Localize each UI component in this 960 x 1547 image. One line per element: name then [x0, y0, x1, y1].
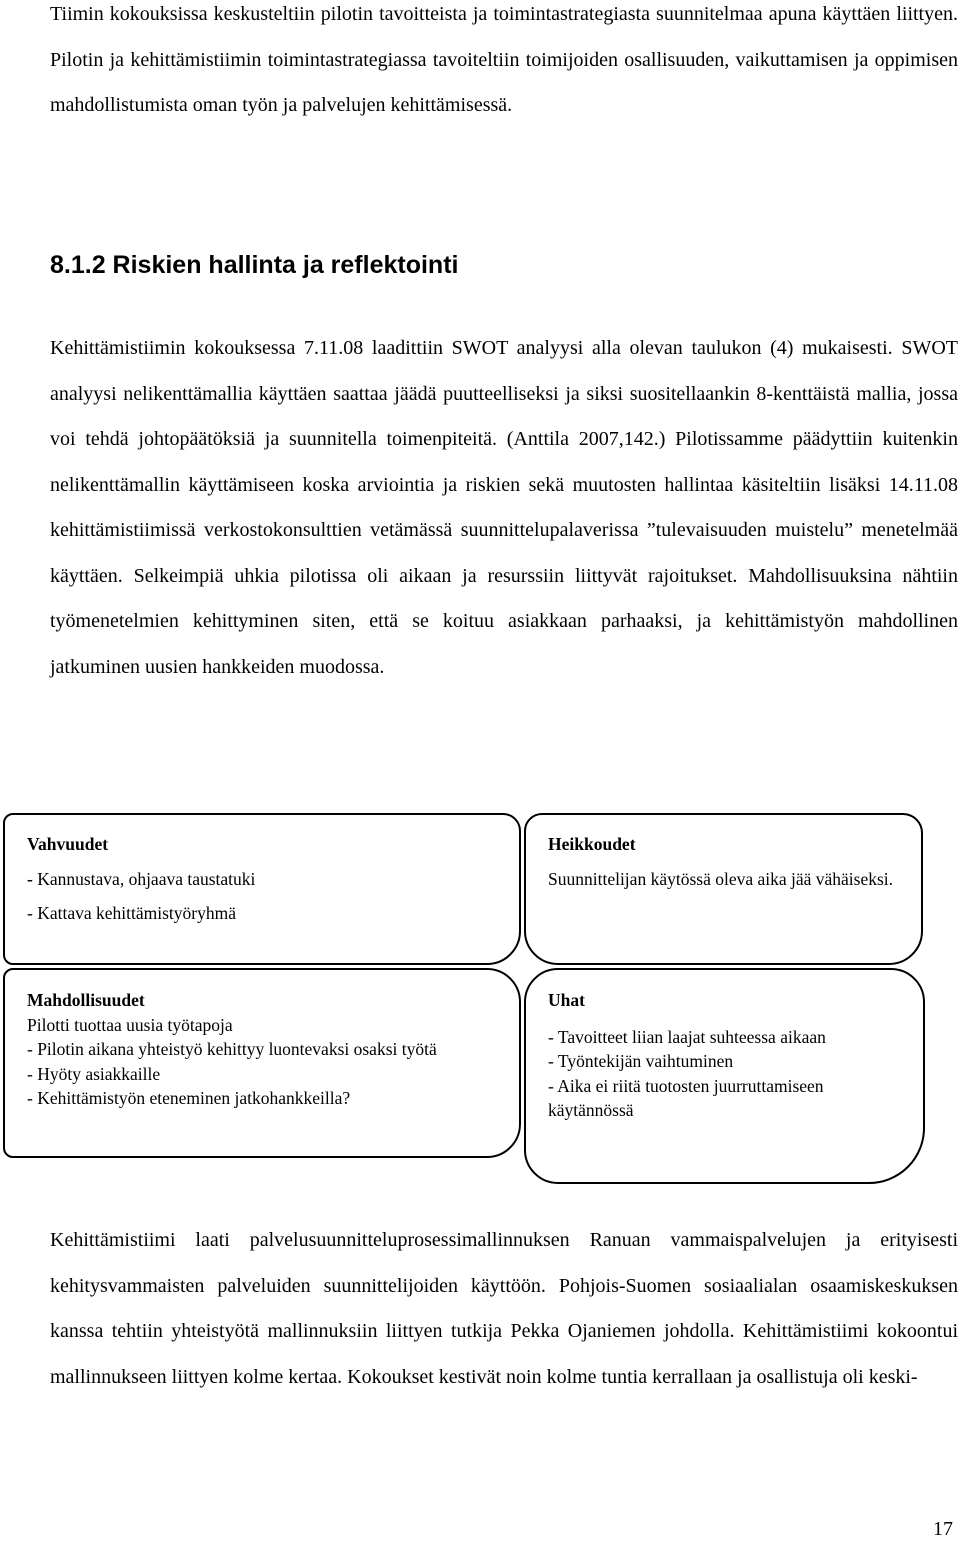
threats-title: Uhat — [548, 990, 585, 1010]
intro-paragraph: Tiimin kokouksissa keskusteltiin pilotin tavoitteista ja toimintastrategiasta suunnitelmaa apuna käyttäen liittyen. Pilotin ja kehittämistiimin toimintastrategiassa tavoiteltiin toimijoiden osallisuuden, vaikuttamisen ja oppimisen mahdollistumista oman työn ja palvelujen kehittämisessä. — [50, 3, 958, 116]
opportunities-item: - Kehittämistyön eteneminen jatkohankkeilla? — [27, 1088, 351, 1108]
threats-item: - Työntekijän vaihtuminen — [548, 1051, 734, 1071]
weaknesses-title: Heikkoudet — [548, 834, 636, 854]
strengths-title: Vahvuudet — [27, 834, 109, 854]
opportunities-title: Mahdollisuudet — [27, 990, 145, 1010]
opportunities-item: - Hyöty asiakkaille — [27, 1063, 161, 1084]
modelling-paragraph: Kehittämistiimi laati palvelusuunnitteluprosessimallinnuksen Ranuan vammaispalvelujen ja erityisesti kehitysvammaisten palveluiden suunnittelijoiden käyttöön. Pohjois-Suomen sosiaalialan osaamiskeskuksen kanssa tehtiin yhteistyötä mallinnuksiin liittyen tutkija Pekka Ojaniemen johdolla. Kehittämistiimi kokoontui mallinnukseen liittyen kolme kertaa. Kokoukset kestivät noin kolme tuntia kerrallaan ja osallistuja oli keski- — [50, 1229, 958, 1388]
swot-threats-box — [524, 968, 925, 1184]
swot-opportunities-box — [3, 968, 521, 1158]
swot-paragraph: Kehittämistiimin kokouksessa 7.11.08 laadittiin SWOT analyysi alla olevan taulukon (4) mukaisesti. SWOT analyysi nelikenttämallia käyttäen saattaa jäädä puutteelliseksi ja siksi suositellaankin 8-kenttäistä mallia, jossa voi tehdä johtopäätöksiä ja suunnitella toimenpiteitä. (Anttila 2007,142.) Pilotissamme päädyttiin kuitenkin nelikenttämallin käyttämiseen koska arviointia ja riskien sekä muutosten hallintaa käsiteltiin lisäksi 14.11.08 kehittämistiimissä verkostokonsulttien vetämässä suunnittelupalaverissa ”tulevaisuuden muistelu” menetelmää käyttäen. Selkeimpiä uhkia pilotissa oli aikaan ja resurssiin liittyvät rajoitukset. Mahdollisuuksina nähtiin työmenetelmien kehittyminen siten, että se koituu asiakkaan parhaaksi, ja kehittämistyön mahdollinen jatkuminen uusien hankkeiden muodossa. — [50, 337, 958, 678]
weaknesses-text: Suunnittelijan käytössä oleva aika jää vähäiseksi. — [548, 868, 894, 889]
swot-weaknesses-box — [524, 813, 923, 965]
strengths-item: - Kattava kehittämistyöryhmä — [27, 903, 236, 923]
strengths-item — [27, 867, 497, 892]
threats-item: - Tavoitteet liian laajat suhteessa aikaan — [548, 1026, 826, 1047]
opportunities-item: Pilotti tuottaa uusia työtapoja — [27, 1014, 233, 1035]
section-heading: 8.1.2 Riskien hallinta ja reflektointi — [50, 251, 459, 279]
threats-item: - Aika ei riitä tuotosten juurruttamiseen käytännössä — [548, 1075, 824, 1120]
swot-strengths-box — [3, 813, 521, 965]
page-number: 17 — [933, 1518, 953, 1540]
strengths-item-dash: - — [27, 868, 33, 889]
strengths-item-text: Kannustava, ohjaava taustatuki — [32, 868, 256, 889]
opportunities-item: - Pilotin aikana yhteistyö kehittyy luontevaksi osaksi työtä — [27, 1039, 437, 1059]
